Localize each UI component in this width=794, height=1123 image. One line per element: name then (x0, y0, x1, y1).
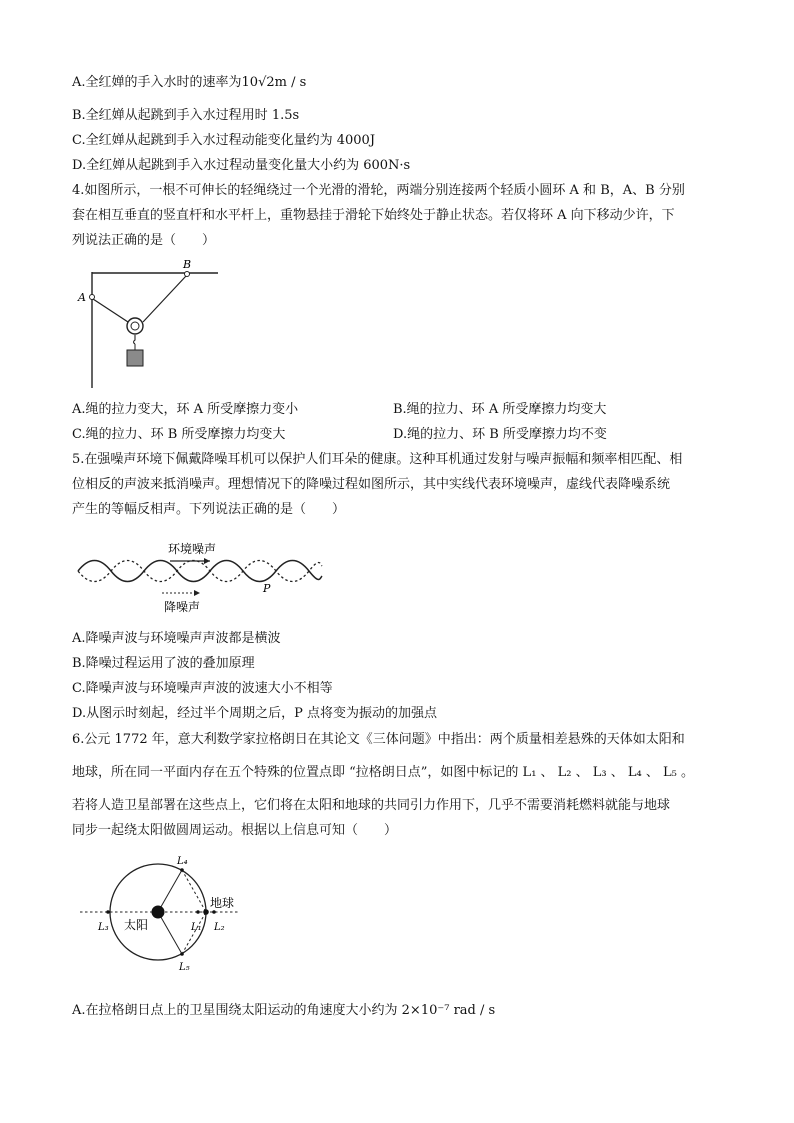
q6-stem-line4: 同步一起绕太阳做圆周运动。根据以上信息可知（ ） (72, 823, 398, 838)
l1-point (196, 910, 200, 914)
q6-stem-line1: 6.公元 1772 年，意大利数学家拉格朗日在其论文《三体问题》中指出：两个质量相差悬殊的天体如太阳和 (72, 732, 685, 747)
q4-option-a: A.绳的拉力变大，环 A 所受摩擦力变小 (72, 402, 299, 417)
anti-arrow-head (194, 590, 200, 596)
label-l5: L₅ (179, 962, 190, 973)
label-environment-noise: 环境噪声 (168, 542, 217, 556)
q5-stem-line1: 5.在强噪声环境下佩戴降噪耳机可以保护人们耳朵的健康。这种耳机通过发射与噪声振幅和频率相匹配、相 (72, 452, 683, 467)
label-sun: 太阳 (124, 918, 149, 932)
q4-stem-line2: 套在相互垂直的竖直杆和水平杆上，重物悬挂于滑轮下始终处于静止状态。若仅将环 A 向下移动少许，下 (72, 208, 675, 223)
env-arrow-head (204, 558, 210, 564)
q6-stem-line2: 地球，所在同一平面内存在五个特殊的位置点即 “拉格朗日点”，如图中标记的 L₁ 、 L₂ 、 L₃ 、 L₄ 、 L₅ 。 (72, 765, 694, 780)
label-b: B (183, 258, 192, 271)
label-a: A (78, 291, 86, 304)
sun-body (152, 906, 165, 919)
rope-left (93, 299, 128, 322)
l5-earth-line (182, 912, 206, 954)
l5-point (180, 952, 184, 956)
q3-option-c: C.全红婵从起跳到手入水过程动能变化量约为 4000J (72, 133, 376, 148)
q3-option-b: B.全红婵从起跳到手入水过程用时 1.5s (72, 108, 300, 123)
l4-point (180, 868, 184, 872)
label-earth: 地球 (210, 896, 235, 910)
q5-option-a: A.降噪声波与环境噪声声波都是横波 (72, 631, 281, 646)
q6-option-a: A.在拉格朗日点上的卫星围绕太阳运动的角速度大小约为 2×10⁻⁷ rad / s (72, 1003, 496, 1018)
q4-option-b: B.绳的拉力、环 A 所受摩擦力均变大 (393, 402, 607, 417)
l4-earth-line (182, 870, 206, 912)
q4-option-d: D.绳的拉力、环 B 所受摩擦力均不变 (393, 427, 607, 442)
q4-option-c: C.绳的拉力、环 B 所受摩擦力均变大 (72, 427, 286, 442)
ring-a (90, 295, 95, 300)
sun-l4-line (158, 870, 182, 912)
label-p: P (263, 582, 271, 595)
label-l1: L₁ (191, 922, 202, 933)
q3-option-d: D.全红婵从起跳到手入水过程动量变化量大小约为 600N·s (72, 158, 411, 173)
label-l4: L₄ (177, 856, 188, 867)
l2-point (212, 910, 216, 914)
pulley-hook (134, 335, 136, 344)
pulley-hub (131, 322, 139, 330)
q5-option-b: B.降噪过程运用了波的叠加原理 (72, 656, 255, 671)
label-anti-noise: 降噪声 (164, 600, 201, 614)
label-l2: L₂ (214, 922, 225, 933)
l3-point (106, 910, 110, 914)
q3-option-a (72, 74, 306, 92)
earth-body (203, 909, 209, 915)
q5-option-d: D.从图示时刻起，经过半个周期之后，P 点将变为振动的加强点 (72, 706, 437, 721)
environment-noise-wave (78, 561, 322, 582)
q6-stem-line3: 若将人造卫星部署在这些点上，它们将在太阳和地球的共同引力作用下，几乎不需要消耗燃料就能与地球 (72, 798, 671, 813)
q5-stem-line3: 产生的等幅反相声。下列说法正确的是（ ） (72, 502, 346, 517)
q4-stem-line1: 4.如图所示，一根不可伸长的轻绳绕过一个光滑的滑轮，两端分别连接两个轻质小圆环 A 和 B，A、B 分别 (72, 183, 685, 198)
q5-stem-line2: 位相反的声波来抵消噪声。理想情况下的降噪过程如图所示，其中实线代表环境噪声，虚线代表降噪系统 (72, 477, 671, 492)
q4-stem-line3: 列说法正确的是（ ） (72, 233, 216, 248)
q5-option-c: C.降噪声波与环境噪声声波的波速大小不相等 (72, 681, 333, 696)
label-l3: L₃ (98, 922, 109, 933)
rope-right (143, 276, 186, 322)
q4-pulley-figure (70, 256, 230, 394)
q5-wave-figure (70, 534, 330, 620)
q3-option-a-text: A.全红婵的手入水时的速率为 (72, 75, 242, 90)
hanging-weight (127, 350, 143, 366)
anti-noise-wave (78, 561, 322, 582)
sun-l5-line (158, 912, 182, 954)
q6-lagrange-figure (78, 848, 248, 978)
ring-b (185, 272, 190, 277)
q3-option-a-math: 10√2m / s (241, 75, 307, 90)
